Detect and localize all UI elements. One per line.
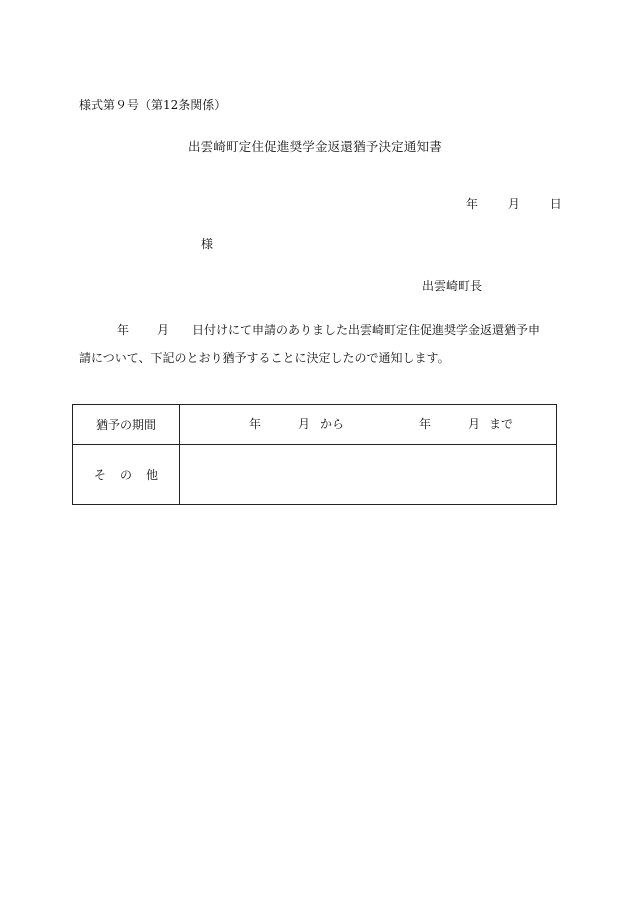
form-number: 様式第９号（第12条関係） bbox=[79, 98, 227, 112]
table-row-period bbox=[73, 405, 557, 445]
period-start-month-label: 月 bbox=[298, 417, 311, 431]
issuer-name: 出雲崎町長 bbox=[422, 279, 483, 293]
period-end-month-label: 月 bbox=[468, 417, 481, 431]
other-label-char-3: 他 bbox=[146, 468, 159, 482]
details-table bbox=[72, 404, 557, 505]
body-text-rest: 日付けにて申請のありました出雲崎町定住促進奨学金返還猶予申 bbox=[192, 323, 541, 337]
date-year-label: 年 bbox=[466, 197, 479, 211]
document-title: 出雲崎町定住促進奨学金返還猶予決定通知書 bbox=[187, 139, 442, 154]
date-month-label: 月 bbox=[507, 197, 520, 211]
body-month-label: 月 bbox=[157, 323, 170, 337]
other-value bbox=[180, 445, 557, 505]
other-label bbox=[73, 445, 180, 505]
period-value bbox=[180, 405, 557, 445]
other-label-char-1: そ bbox=[93, 468, 106, 482]
period-end-year-label: 年 bbox=[419, 417, 432, 431]
period-start-year-label: 年 bbox=[249, 417, 262, 431]
period-from-label: から bbox=[320, 417, 345, 431]
other-label-char-2: の bbox=[119, 468, 132, 482]
period-to-label: まで bbox=[489, 417, 514, 431]
body-text-line-2: 請について、下記のとおり猶予することに決定したので通知します。 bbox=[79, 351, 450, 365]
date-line bbox=[466, 198, 562, 210]
addressee-honorific: 様 bbox=[201, 237, 214, 251]
body-year-label: 年 bbox=[117, 323, 130, 337]
body-text-line-1 bbox=[117, 324, 540, 336]
table-row-other bbox=[73, 445, 557, 505]
period-label: 猶予の期間 bbox=[73, 405, 180, 445]
date-day-label: 日 bbox=[549, 197, 562, 211]
